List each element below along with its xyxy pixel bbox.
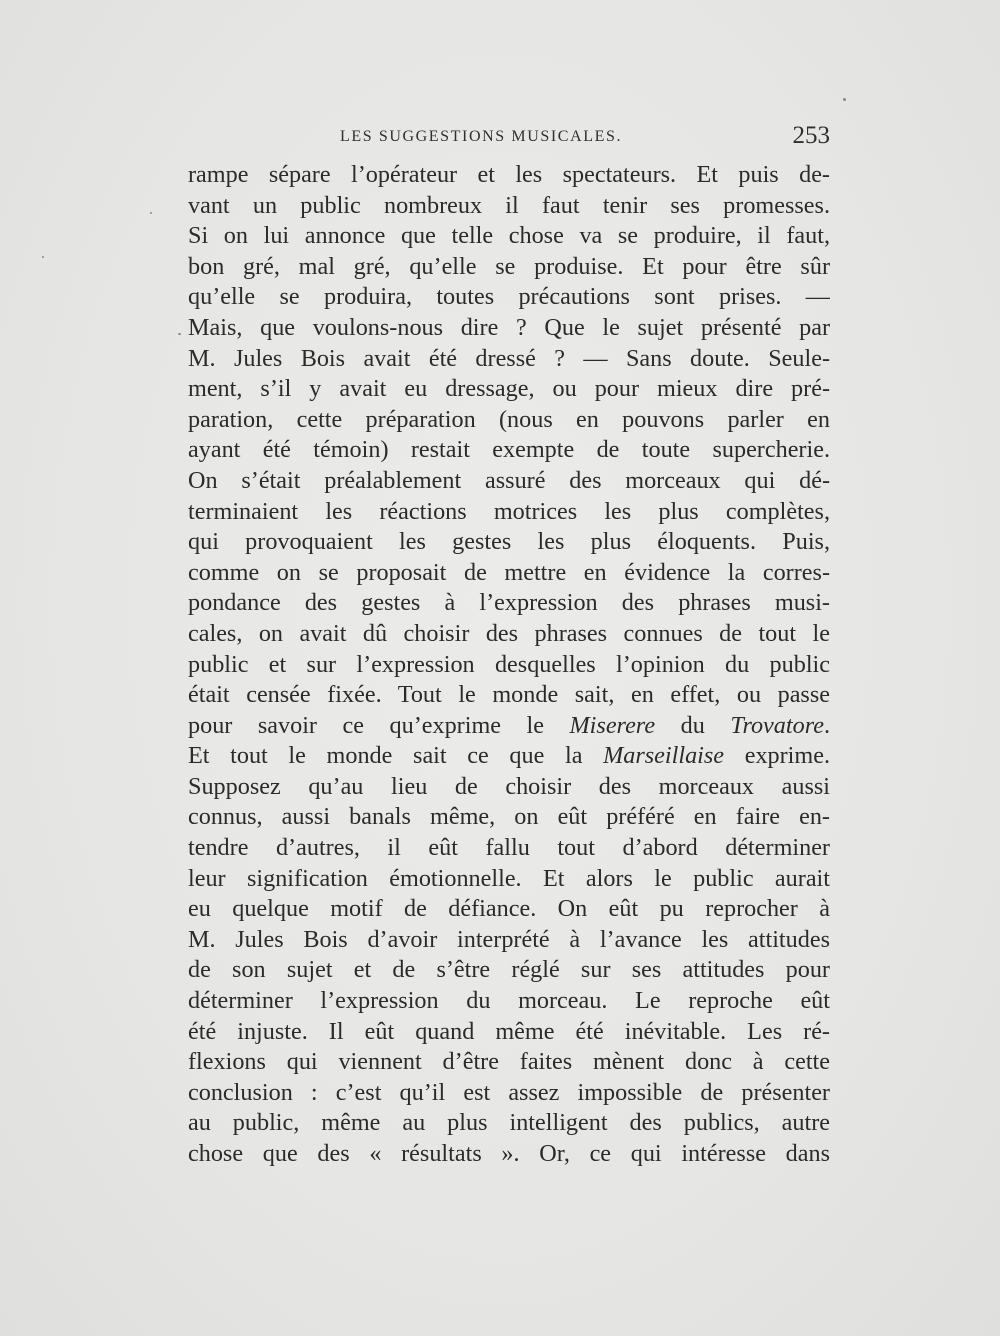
paper-speck xyxy=(42,256,44,258)
text-line: bon gré, mal gré, qu’elle se produise. Et pour être sûr xyxy=(188,252,830,280)
text-line: de son sujet et de s’être réglé sur ses attitudes pour xyxy=(188,956,830,984)
text-line: cales, on avait dû choisir des phrases connues de tout le xyxy=(188,619,830,647)
text-line-with-italics xyxy=(188,711,830,742)
italic-title-miserere: Miserere xyxy=(569,711,656,739)
text-line: leur signification émotionnelle. Et alors le public aurait xyxy=(188,864,830,892)
text-line: ment, s’il y avait eu dressage, ou pour mieux dire pré- xyxy=(188,375,830,403)
paper-speck xyxy=(150,212,152,214)
text-line: pondance des gestes à l’expression des phrases musi- xyxy=(188,589,830,617)
text-line: déterminer l’expression du morceau. Le reproche eût xyxy=(188,987,830,1015)
text-line: vant un public nombreux il faut tenir ses promesses. xyxy=(188,191,830,219)
line-segment: Et tout le monde sait ce que la xyxy=(188,742,604,770)
text-line: Supposez qu’au lieu de choisir des morceaux aussi xyxy=(188,772,830,800)
italic-title-marseillaise: Marseillaise xyxy=(603,742,725,770)
text-line: M. Jules Bois avait été dressé ? — Sans doute. Seule- xyxy=(188,344,830,372)
line-segment: . xyxy=(823,711,830,739)
text-line: eu quelque motif de défiance. On eût pu reprocher à xyxy=(188,895,830,923)
text-line: rampe sépare l’opérateur et les spectateurs. Et puis de- xyxy=(188,161,830,188)
line-segment: exprime. xyxy=(724,742,830,770)
running-title: LES SUGGESTIONS MUSICALES. xyxy=(340,128,623,145)
text-line: tendre d’autres, il eût fallu tout d’abord déterminer xyxy=(188,834,830,862)
text-line: conclusion : c’est qu’il est assez impossible de présenter xyxy=(188,1078,830,1106)
text-line: était censée fixée. Tout le monde sait, en effet, ou passe xyxy=(188,681,830,709)
text-line: qu’elle se produira, toutes précautions sont prises. — xyxy=(188,283,830,311)
text-line: flexions qui viennent d’être faites mènent donc à cette xyxy=(188,1048,830,1076)
text-line: comme on se proposait de mettre en évidence la corres- xyxy=(188,558,830,586)
text-line: été injuste. Il eût quand même été inévitable. Les ré- xyxy=(188,1017,830,1045)
text-line: terminaient les réactions motrices les plus complètes, xyxy=(188,497,830,525)
running-head xyxy=(340,122,830,156)
text-line: au public, même au plus intelligent des publics, autre xyxy=(188,1109,830,1137)
italic-title-trovatore: Trovatore xyxy=(730,711,824,739)
text-line: M. Jules Bois d’avoir interprété à l’avance les attitudes xyxy=(188,925,830,953)
text-line: paration, cette préparation (nous en pouvons parler en xyxy=(188,405,830,433)
line-segment: du xyxy=(655,711,731,739)
text-line: ayant été témoin) restait exempte de toute supercherie. xyxy=(188,436,830,464)
text-line: public et sur l’expression desquelles l’opinion du public xyxy=(188,650,830,678)
text-line: chose que des « résultats ». Or, ce qui intéresse dans xyxy=(188,1140,830,1167)
text-line: qui provoquaient les gestes les plus éloquents. Puis, xyxy=(188,528,830,556)
body-text xyxy=(188,160,830,1170)
page-number: 253 xyxy=(792,122,830,149)
paper-speck xyxy=(178,333,181,335)
text-line: connus, aussi banals même, on eût préféré en faire en- xyxy=(188,803,830,831)
text-line: Mais, que voulons-nous dire ? Que le sujet présenté par xyxy=(188,313,830,341)
text-line: On s’était préalablement assuré des morceaux qui dé- xyxy=(188,466,830,494)
text-line-with-italics xyxy=(188,741,830,772)
line-segment: pour savoir ce qu’exprime le xyxy=(188,711,570,739)
text-line: Si on lui annonce que telle chose va se produire, il faut, xyxy=(188,222,830,250)
paper-speck xyxy=(843,98,846,101)
